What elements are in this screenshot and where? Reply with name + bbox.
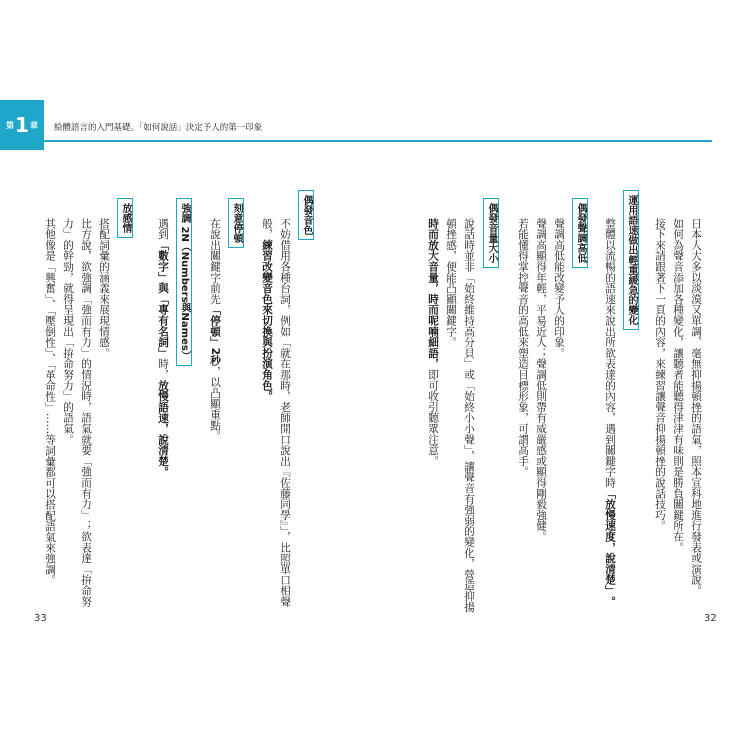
pause-line-text-a: 在說出關鍵字前先 [209,218,221,305]
heading-volume: 偶發音量大小 [483,198,499,268]
emotion-line-3: 力」的幹勁，就得呈現出「拚命努力」的語氣。 [62,218,74,445]
heading-pitch: 偶發聲調高低 [572,198,588,268]
volume-line-3 [427,218,439,466]
chapter-tab [0,100,44,150]
chapter-suffix: 章 [29,120,38,130]
pause-line-text-b: ，以凸顯重點。 [209,365,221,442]
intro-line-2: 如何為聲音添加各種變化，讓聽者能聽得津津有味則是勝負關鍵所在。 [672,218,684,553]
timbre-line-1: 不妨借用各種台詞，例如「就在那時，老師開口說出『佐藤同學』」，比照單口相聲 [279,218,291,607]
pause-line [209,218,221,442]
intro-line-3: 接下來請跟著下一頁的內容，來練習讓聲音抑揚頓挫的說話技巧。 [654,218,666,532]
heading-2n: 強調 2N（Numbers與Names） [176,198,192,366]
intro-line-1: 日本人大多以淡漠又單調、毫無抑揚頓挫的語氣，照本宣科地進行發表或演說。 [690,218,702,596]
pitch-line-2: 聲調高顯得年輕，平易近人；聲調低則帶有威嚴感或顯得剛毅強健。 [535,218,547,542]
timbre-line-text: 般， [261,218,273,240]
timbre-line-emphasis: 練習改變音色來切換與扮演角色。 [261,239,273,402]
pitch-line-1: 聲調高低能改變予人的印象。 [553,218,565,359]
heading-timbre: 偶發音色 [298,190,314,240]
emotion-line-2: 比方說，欲強調「強而有力」的情況時，語氣就要「強而有力」；欲表達「拚命努 [80,218,92,607]
pause-line-emphasis: 「停頓」2秒 [209,304,221,366]
volume-line-emphasis: 時而放大音量，時而呢喃細語， [427,218,439,370]
emotion-line-4: 其他像是「興奮」、「壓倒性」、「革命性」……等詞彙都可以搭配語氣來強調。 [44,218,56,586]
page-number-right: 32 [704,613,717,624]
2n-line-emphasis-b: 放慢語速，說清楚。 [157,380,169,478]
heading-speed: 運用語速做出輕重緩急的變化 [623,190,639,330]
chapter-prefix: 第 [6,120,15,130]
running-title: 給體語言的入門基礎。「如何說話」決定予人的第一印象 [54,123,263,133]
heading-emotion: 放感情 [117,198,133,238]
page-number-left: 33 [34,613,47,624]
speed-line-text: 整體以流暢的語速來說出所欲表達的內容，遇到關鍵字時 [604,218,616,488]
header-rule [44,140,712,142]
volume-line-2: 頓挫感，便能凸顯關鍵字。 [445,218,457,348]
2n-line [157,218,169,477]
emotion-line-1: 搭配詞彙的涵義來展現情感。 [98,218,110,359]
2n-line-text-a: 遇到 [157,218,169,240]
pitch-line-3: 若能懂得掌控聲音的高低來塑造目標形象，可謂高手。 [517,218,529,478]
speed-line-emphasis: 「放慢速度，說清楚」。 [604,488,616,607]
2n-line-text-b: 時， [157,358,169,381]
volume-line-1: 說話時並非「始終維持高分貝」或「始終小小聲」，讓聲音有強弱的變化，營造抑揚 [463,218,475,613]
speed-line [604,218,616,607]
chapter-number: 1 [15,113,29,137]
timbre-line-2 [261,218,273,402]
2n-line-emphasis-a: 「數字」與「專有名詞」 [157,239,169,359]
volume-line-text: 即可收引聽眾注意。 [427,369,439,467]
heading-pause: 刻意停頓 [228,198,244,248]
